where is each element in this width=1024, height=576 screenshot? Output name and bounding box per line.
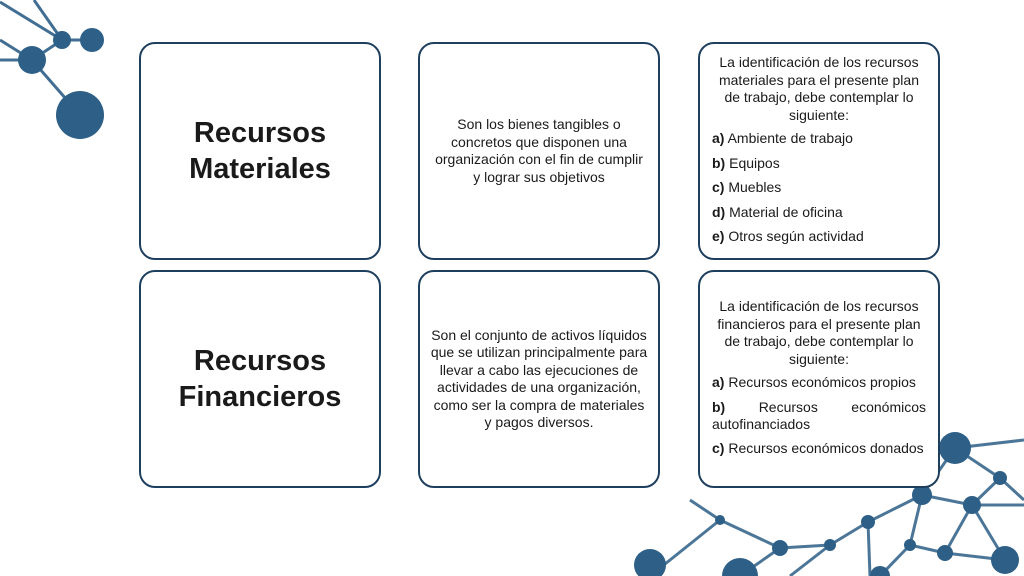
list-item: e) Otros según actividad [712,228,864,244]
title-materials-line2: Materiales [189,153,331,185]
list-item: a) Recursos económicos propios [712,374,916,390]
title-financial [169,343,352,415]
list-item: c) Muebles [712,179,782,195]
description-card-financial [418,270,660,488]
title-card-materials [139,42,381,260]
list-item: c) Recursos económicos donados [712,440,924,456]
title-financial-line1: Recursos [193,345,327,377]
title-materials-line1: Recursos [193,117,327,149]
description-materials: Son los bienes tangibles o concretos que disponen una organización con el fin de cumplir y lograr sus objetivos [435,116,643,185]
list-card-materials [698,42,940,260]
list-item: b) Equipos [712,154,780,171]
list-item [712,399,926,433]
list-card-financial [698,270,940,488]
title-financial-line2: Financieros [178,381,342,413]
title-card-financial [139,270,381,488]
intro-financial: La identificación de los recursos financieros para el presente plan de trabajo, debe contemplar lo siguiente: [717,298,921,367]
description-card-materials [418,42,660,260]
list-item-justified-row: b) Recursos económicos [712,398,926,415]
list-item: d) Material de oficina [712,203,843,220]
title-materials [179,115,341,187]
intro-materials: La identificación de los recursos materiales para el presente plan de trabajo, debe contemplar lo siguiente: [718,54,919,123]
list-item: a) Ambiente de trabajo [712,130,853,146]
list-item-continuation: autofinanciados [712,415,811,432]
description-financial: Son el conjunto de activos líquidos que se utilizan principalmente para llevar a cabo las ejecuciones de actividades de una organización, como ser la compra de materiales y pagos diversos. [430,326,648,430]
